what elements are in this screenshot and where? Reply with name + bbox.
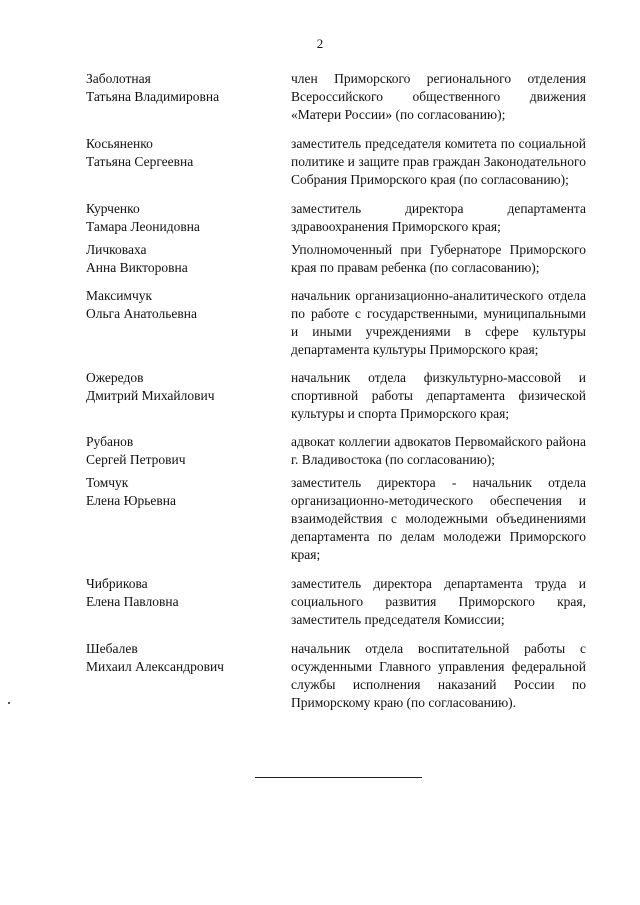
member-given-names: Анна Викторовна [86,260,188,275]
member-role: заместитель директора департамента здравоохранения Приморского края; [291,201,586,234]
member-given-names: Дмитрий Михайлович [86,388,215,403]
member-role: начальник организационно-аналитического отдела по работе с государственными, муниципальными и иными учреждениями в сфере культуры департамента культуры Приморского края; [291,288,586,357]
member-surname: Ожередов [86,370,144,385]
member-name [86,433,291,469]
member-name [86,70,291,106]
member-role: начальник отдела воспитательной работы с осужденными Главного управления федеральной службы исполнения наказаний России по Приморскому краю (по согласованию). [291,641,586,710]
member-name [86,474,291,510]
member-entry [86,70,586,124]
member-given-names: Сергей Петрович [86,452,186,467]
member-entry [86,135,586,189]
closing-separator-line [255,777,422,778]
member-role: заместитель директора департамента труда и социального развития Приморского края, заместитель председателя Комиссии; [291,576,586,627]
member-given-names: Михаил Александрович [86,659,224,674]
member-entry [86,433,586,469]
member-surname: Максимчук [86,288,153,303]
member-role: начальник отдела физкультурно-массовой и спортивной работы департамента физической культуры и спорта Приморского края; [291,370,586,421]
member-given-names: Ольга Анатольевна [86,306,197,321]
member-surname: Заболотная [86,71,151,86]
member-surname: Косьяненко [86,136,153,151]
member-entry [86,287,586,359]
member-surname: Шебалев [86,641,138,656]
member-role: адвокат коллегии адвокатов Первомайского района г. Владивостока (по согласованию); [291,434,586,467]
commission-member-list [86,70,586,712]
member-surname: Рубанов [86,434,134,449]
member-role: заместитель председателя комитета по социальной политике и защите прав граждан Законодательного Собрания Приморского края (по согласованию); [291,136,586,187]
member-name [86,575,291,611]
member-role: Уполномоченный при Губернаторе Приморского края по правам ребенка (по согласованию); [291,242,586,275]
member-surname: Курченко [86,201,140,216]
scan-speck [8,702,10,704]
member-name [86,241,291,277]
member-given-names: Татьяна Владимировна [86,89,220,104]
member-given-names: Елена Юрьевна [86,493,176,508]
member-surname: Чибрикова [86,576,148,591]
member-name [86,369,291,405]
member-entry [86,474,586,564]
member-role: член Приморского регионального отделения Всероссийского общественного движения «Матери России» (по согласованию); [291,71,586,122]
member-given-names: Елена Павловна [86,594,179,609]
member-name [86,640,291,676]
member-entry [86,640,586,712]
member-given-names: Тамара Леонидовна [86,219,200,234]
member-entry [86,241,586,277]
member-surname: Личковаха [86,242,147,257]
member-name [86,287,291,323]
member-entry [86,575,586,629]
member-name [86,135,291,171]
member-given-names: Татьяна Сергеевна [86,154,194,169]
page-number: 2 [316,36,324,51]
member-entry [86,369,586,423]
member-role: заместитель директора - начальник отдела организационно-методического обеспечения и взаимодействия с молодежными объединениями департамента по делам молодежи Приморского края; [291,475,586,562]
member-name [86,200,291,236]
member-entry [86,200,586,236]
member-surname: Томчук [86,475,129,490]
